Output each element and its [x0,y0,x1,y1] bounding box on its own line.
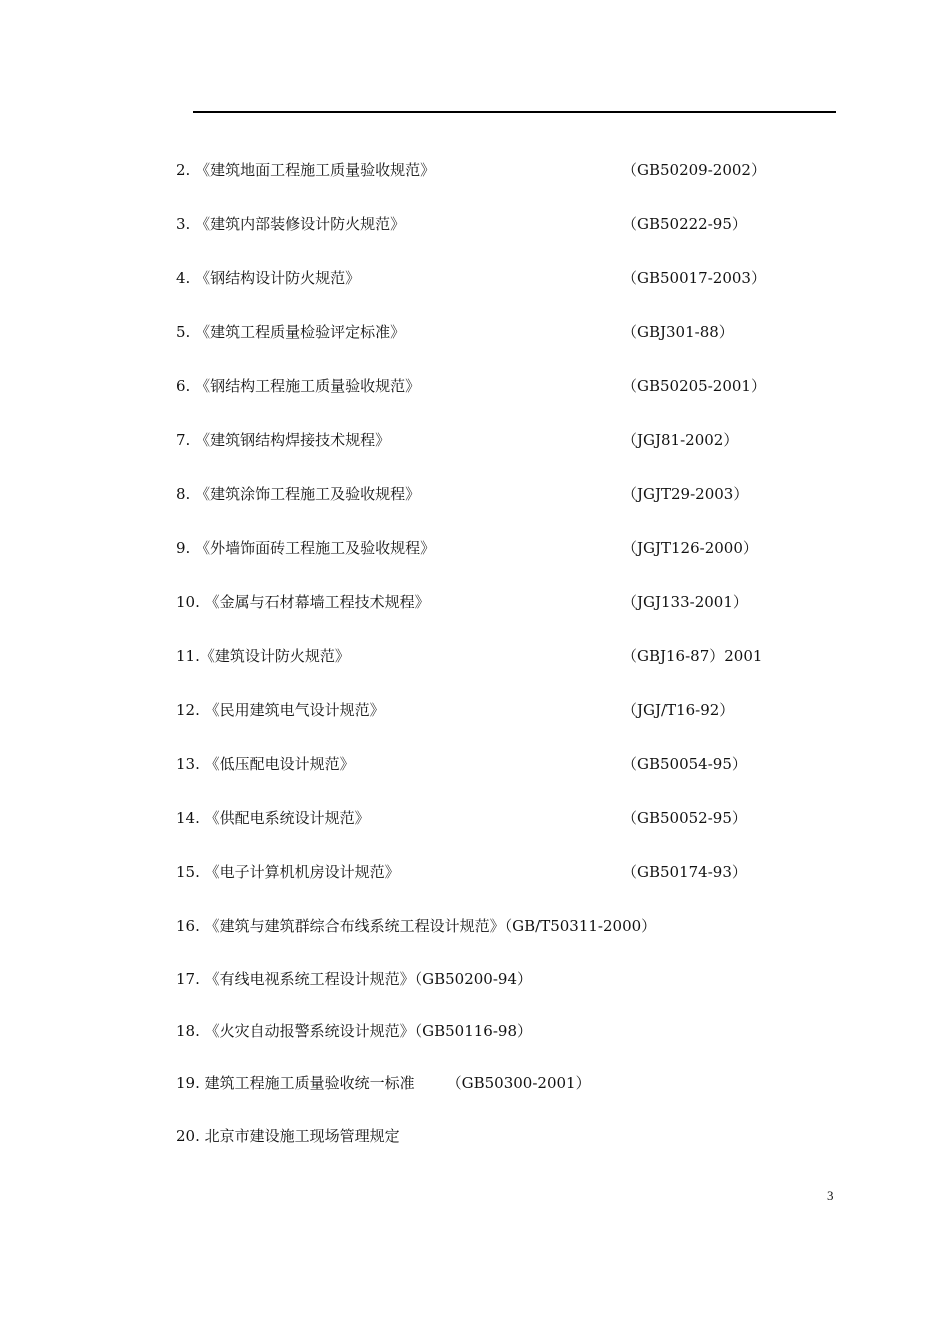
standard-code: （GBJ16-87）2001 [622,647,763,665]
standard-code: （GBJ301-88） [622,323,734,341]
standard-code: （GB50116-98） [414,1022,533,1040]
standard-title: 2. 《建筑地面工程施工质量验收规范》 [176,161,436,179]
standard-title: 13. 《低压配电设计规范》 [176,755,355,773]
standard-code: （JGJ133-2001） [622,593,748,611]
standard-title: 20. 北京市建设施工现场管理规定 [176,1127,400,1145]
standard-title: 10. 《金属与石材幕墙工程技术规程》 [176,593,430,611]
standard-code: （GB50222-95） [622,215,747,233]
standard-code: （GB50174-93） [622,863,747,881]
list-item [176,1019,532,1043]
standard-title: 18. 《火灾自动报警系统设计规范》 [176,1022,415,1040]
standard-title: 3. 《建筑内部装修设计防火规范》 [176,215,406,233]
standard-code: （JGJ/T16-92） [622,701,735,719]
standard-code: （GB50052-95） [622,809,747,827]
standard-code: （GB50205-2001） [622,377,766,395]
standard-title: 19. 建筑工程施工质量验收统一标准 [176,1074,415,1092]
standard-title: 5. 《建筑工程质量检验评定标准》 [176,323,406,341]
list-item [176,1071,591,1095]
standard-title: 7. 《建筑钢结构焊接技术规程》 [176,431,391,449]
standard-title: 6. 《钢结构工程施工质量验收规范》 [176,377,421,395]
standard-code: （GB/T50311-2000） [504,917,657,935]
standard-title: 11.《建筑设计防火规范》 [176,647,350,665]
standard-title: 15. 《电子计算机机房设计规范》 [176,863,400,881]
list-item [176,914,656,938]
standard-code: （JGJ81-2002） [622,431,739,449]
standard-code: （JGJT126-2000） [622,539,758,557]
standard-title: 12. 《民用建筑电气设计规范》 [176,701,385,719]
standard-title: 9. 《外墙饰面砖工程施工及验收规程》 [176,539,436,557]
standard-code: （GB50017-2003） [622,269,766,287]
standard-code: （GB50209-2002） [622,161,766,179]
standard-title: 4. 《钢结构设计防火规范》 [176,269,361,287]
header-rule [193,111,836,113]
standard-code: （GB50300-2001） [446,1074,591,1092]
standard-title: 17. 《有线电视系统工程设计规范》 [176,970,415,988]
standard-title: 8. 《建筑涂饰工程施工及验收规程》 [176,485,421,503]
standard-title: 14. 《供配电系统设计规范》 [176,809,370,827]
list-item [176,967,532,991]
standard-title: 16. 《建筑与建筑群综合布线系统工程设计规范》 [176,917,505,935]
standard-code: （GB50200-94） [414,970,533,988]
page-number: 3 [827,1188,834,1203]
standard-code: （JGJT29-2003） [622,485,749,503]
standard-code: （GB50054-95） [622,755,747,773]
